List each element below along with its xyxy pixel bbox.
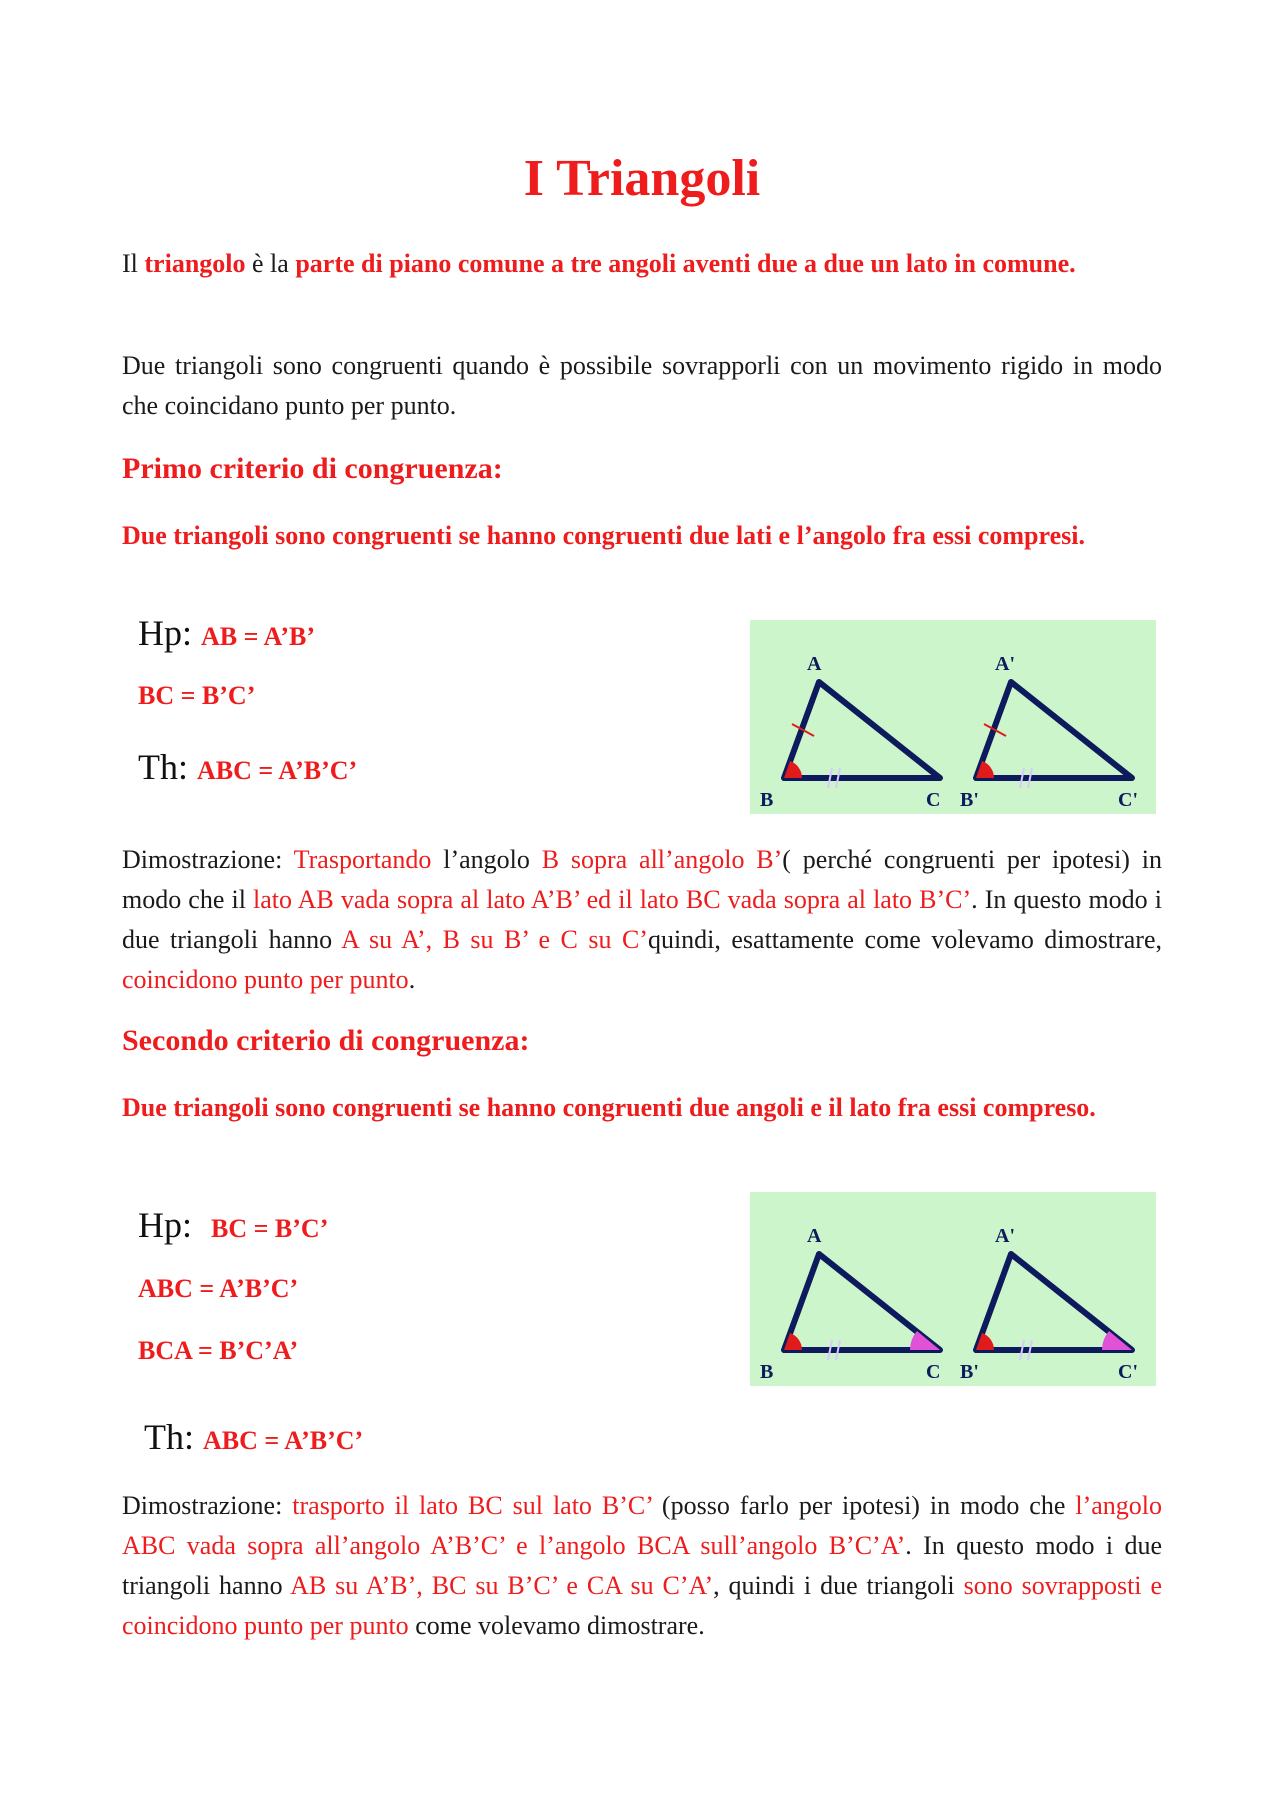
secondo-dimostrazione: Dimostrazione: trasporto il lato BC sul lato B’C’ (posso farlo per ipotesi) in modo che l’angolo ABC vada sopra all’angolo A’B’C’ e l’angolo BCA sull’angolo B’C’A’. In questo modo i due triangoli hanno AB su A’B’, BC su B’C’ e CA su C’A’, quindi i due triangoli sono sovrapposti e coincidono punto per punto come volevamo dimostrare. <box>122 1491 1163 1640</box>
page-title: I Triangoli <box>523 150 761 207</box>
primo-dim-run: lato AB vada sopra al lato A’B’ ed il lato BC vada sopra al lato B’C’ <box>253 885 972 914</box>
primo-heading: Primo criterio di congruenza: <box>122 452 503 485</box>
primo-statement: Due triangoli sono congruenti se hanno congruenti due lati e l’angolo fra essi compresi. <box>122 521 1085 550</box>
label-b-prime: B' <box>960 1361 979 1383</box>
primo-dim-run: ( perché congruenti per ipotesi) in modo che il <box>122 845 1163 914</box>
secondo-heading: Secondo criterio di congruenza: <box>122 1024 530 1057</box>
label-c-prime: C' <box>1118 789 1138 811</box>
primo-dim-run: quindi, esattamente come volevamo dimostrare, <box>647 925 1162 954</box>
secondo-th: Th: ABC = A’B’C’ <box>144 1417 364 1457</box>
primo-dimostrazione: Dimostrazione: Trasportando l’angolo B sopra all’angolo B’( perché congruenti per ipotesi) in modo che il lato AB vada sopra al lato A’B’ ed il lato BC vada sopra al lato B’C’. In questo modo i due triangoli hanno A su A’, B su B’ e C su C’quindi, esattamente come volevamo dimostrare, coincidono punto per punto. <box>122 845 1163 994</box>
secondo-dim-run: , quindi i due triangoli <box>713 1571 964 1600</box>
primo-hp: Hp: AB = A’B’ <box>138 613 316 653</box>
secondo-hp: Hp: BC = B’C’ <box>138 1205 329 1245</box>
primo-triangles-figure <box>750 620 1156 814</box>
secondo-dim-run: (posso farlo per ipotesi) in modo che <box>651 1491 1076 1520</box>
secondo-hp3: BCA = B’C’A’ <box>138 1336 299 1365</box>
label-c: C <box>926 1361 941 1383</box>
label-b: B <box>760 789 774 811</box>
primo-dim-run: . In questo modo i due triangoli hanno <box>122 885 1162 954</box>
primo-dim-run: A su A’, B su B’ e C su C’ <box>341 925 648 954</box>
label-a: A <box>807 1225 822 1247</box>
label-b-prime: B' <box>960 789 979 811</box>
term-triangolo: triangolo <box>144 249 246 278</box>
secondo-hp2: ABC = A’B’C’ <box>138 1274 299 1303</box>
label-a: A <box>807 653 822 675</box>
primo-hp2: BC = B’C’ <box>138 681 256 710</box>
label-b: B <box>760 1361 774 1383</box>
secondo-dim-run: trasporto il lato BC sul lato B’C’ <box>292 1491 652 1520</box>
primo-dim-run: Trasportando <box>293 845 432 874</box>
intro-congruence: Due triangoli sono congruenti quando è possibile sovrapporli con un movimento rigido in modo che coincidano punto per punto. <box>122 351 1162 420</box>
intro-definition: Il triangolo è la parte di piano comune a tre angoli aventi due a due un lato in comune. <box>122 249 1076 278</box>
secondo-dim-run: sono sovrapposti e coincidono punto per punto <box>122 1571 1163 1640</box>
secondo-dim-run: . In questo modo i due triangoli hanno <box>122 1531 1162 1600</box>
primo-dim-run: coincidono punto per punto <box>122 965 409 994</box>
label-a-prime: A' <box>995 653 1015 675</box>
secondo-triangles-figure <box>750 1192 1156 1386</box>
secondo-statement: Due triangoli sono congruenti se hanno congruenti due angoli e il lato fra essi compreso. <box>122 1093 1096 1122</box>
secondo-dim-run: AB su A’B’, BC su B’C’ e CA su C’A’ <box>290 1571 714 1600</box>
label-c-prime: C' <box>1118 1361 1138 1383</box>
primo-dim-run: l’angolo <box>431 845 542 874</box>
label-a-prime: A' <box>995 1225 1015 1247</box>
secondo-dim-run: come volevamo dimostrare. <box>408 1611 705 1640</box>
definition-text: parte di piano comune a tre angoli aventi due a due un lato in comune. <box>295 249 1076 278</box>
primo-dim-run: . <box>408 965 416 994</box>
secondo-dim-run: l’angolo ABC vada sopra all’angolo A’B’C’ e l’angolo BCA sull’angolo B’C’A’ <box>122 1491 1162 1560</box>
primo-th: Th: ABC = A’B’C’ <box>138 747 358 787</box>
primo-dim-run: B sopra all’angolo B’ <box>541 845 783 874</box>
label-c: C <box>926 789 941 811</box>
